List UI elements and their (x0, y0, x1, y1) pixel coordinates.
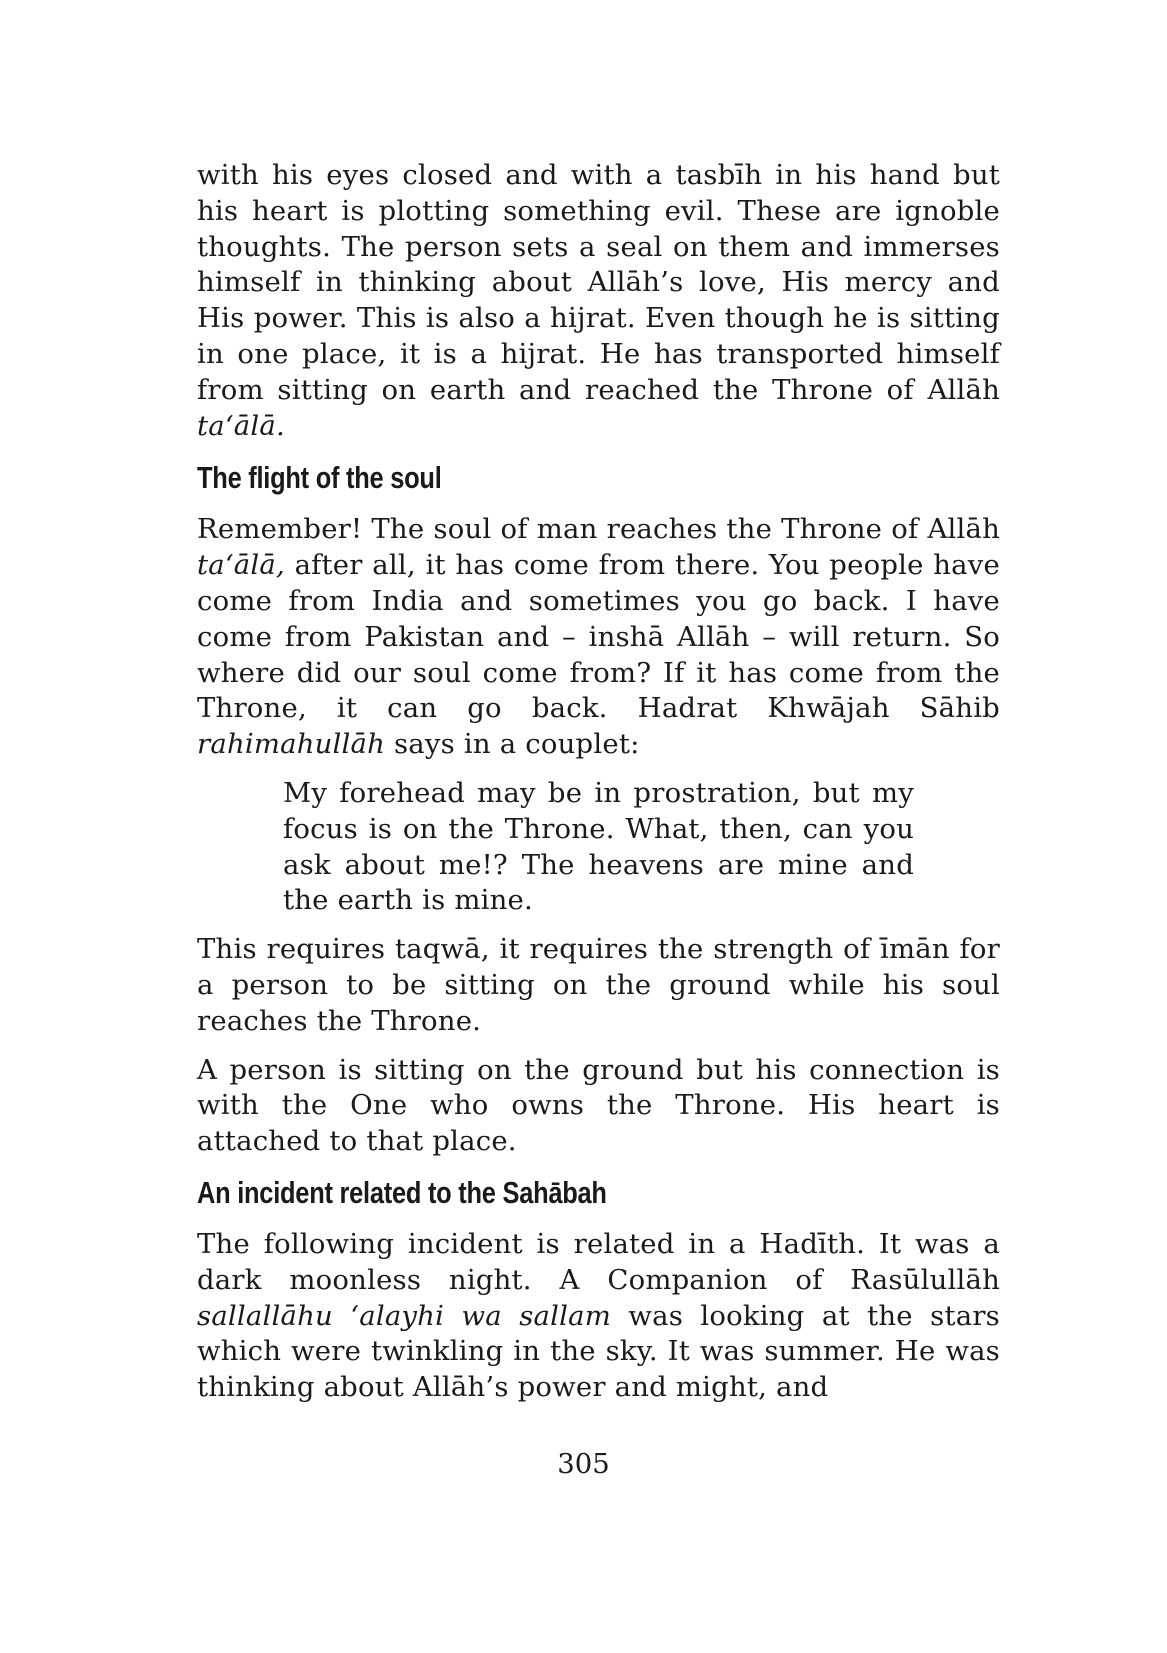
transliteration-ta-ala: ta‘ālā. (197, 409, 285, 442)
paragraph-1-text: with his eyes closed and with a tasbīh in his hand but his heart is plotting something evil. These are ignoble thoughts. The person sets a seal on them and immerses himself in thinking about Allāh’s love, His mercy and His power. This is also a hijrat. Even though he is sitting in one place, it is a hijrat. He has transported himself from sitting on earth and reached the Throne of Allāh (197, 159, 1000, 406)
paragraph-5-text-b: was looking at the stars which were twinkling in the sky. It was summer. He was thinking about Allāh’s power and might, and (197, 1299, 1000, 1404)
paragraph-4: A person is sitting on the ground but his connection is with the One who owns the Throne. His heart is attached to that place. (197, 1053, 1000, 1158)
transliteration-ta-ala-2: ta‘ālā, (197, 549, 285, 582)
paragraph-1 (197, 158, 1000, 444)
paragraph-5 (197, 1227, 1000, 1406)
paragraph-2-text-c: says in a couplet: (385, 728, 640, 761)
paragraph-2-text-a: Remember! The soul of man reaches the Throne of Allāh (197, 513, 1000, 546)
section-heading-flight-of-soul: The flight of the soul (197, 460, 442, 496)
paragraph-2-text-b: after all, it has come from there. You people have come from India and sometimes you go back. I have come from Pakistan and – inshā Allāh – will return. So where did our soul come from? If it has come from the Throne, it can go back. Hadrat Khwājah Sāhib (197, 549, 1000, 725)
transliteration-salutation: sallallāhu ‘alayhi wa sallam (197, 1299, 611, 1332)
page-number: 305 (557, 1448, 610, 1480)
section-heading-incident-sahabah: An incident related to the Sahābah (197, 1174, 607, 1210)
paragraph-2 (197, 512, 1000, 763)
page-body (197, 158, 1000, 1419)
transliteration-rahimahullah: rahimahullāh (197, 728, 386, 761)
paragraph-5-text-a: The following incident is related in a Hadīth. It was a dark moonless night. A Companion of Rasūlullāh (197, 1227, 1000, 1296)
paragraph-3: This requires taqwā, it requires the strength of īmān for a person to be sitting on the ground while his soul reaches the Throne. (197, 933, 1000, 1037)
couplet-quote: My forehead may be in prostration, but my focus is on the Throne. What, then, can you ask about me!? The heavens are mine and the earth is mine. (283, 776, 914, 917)
